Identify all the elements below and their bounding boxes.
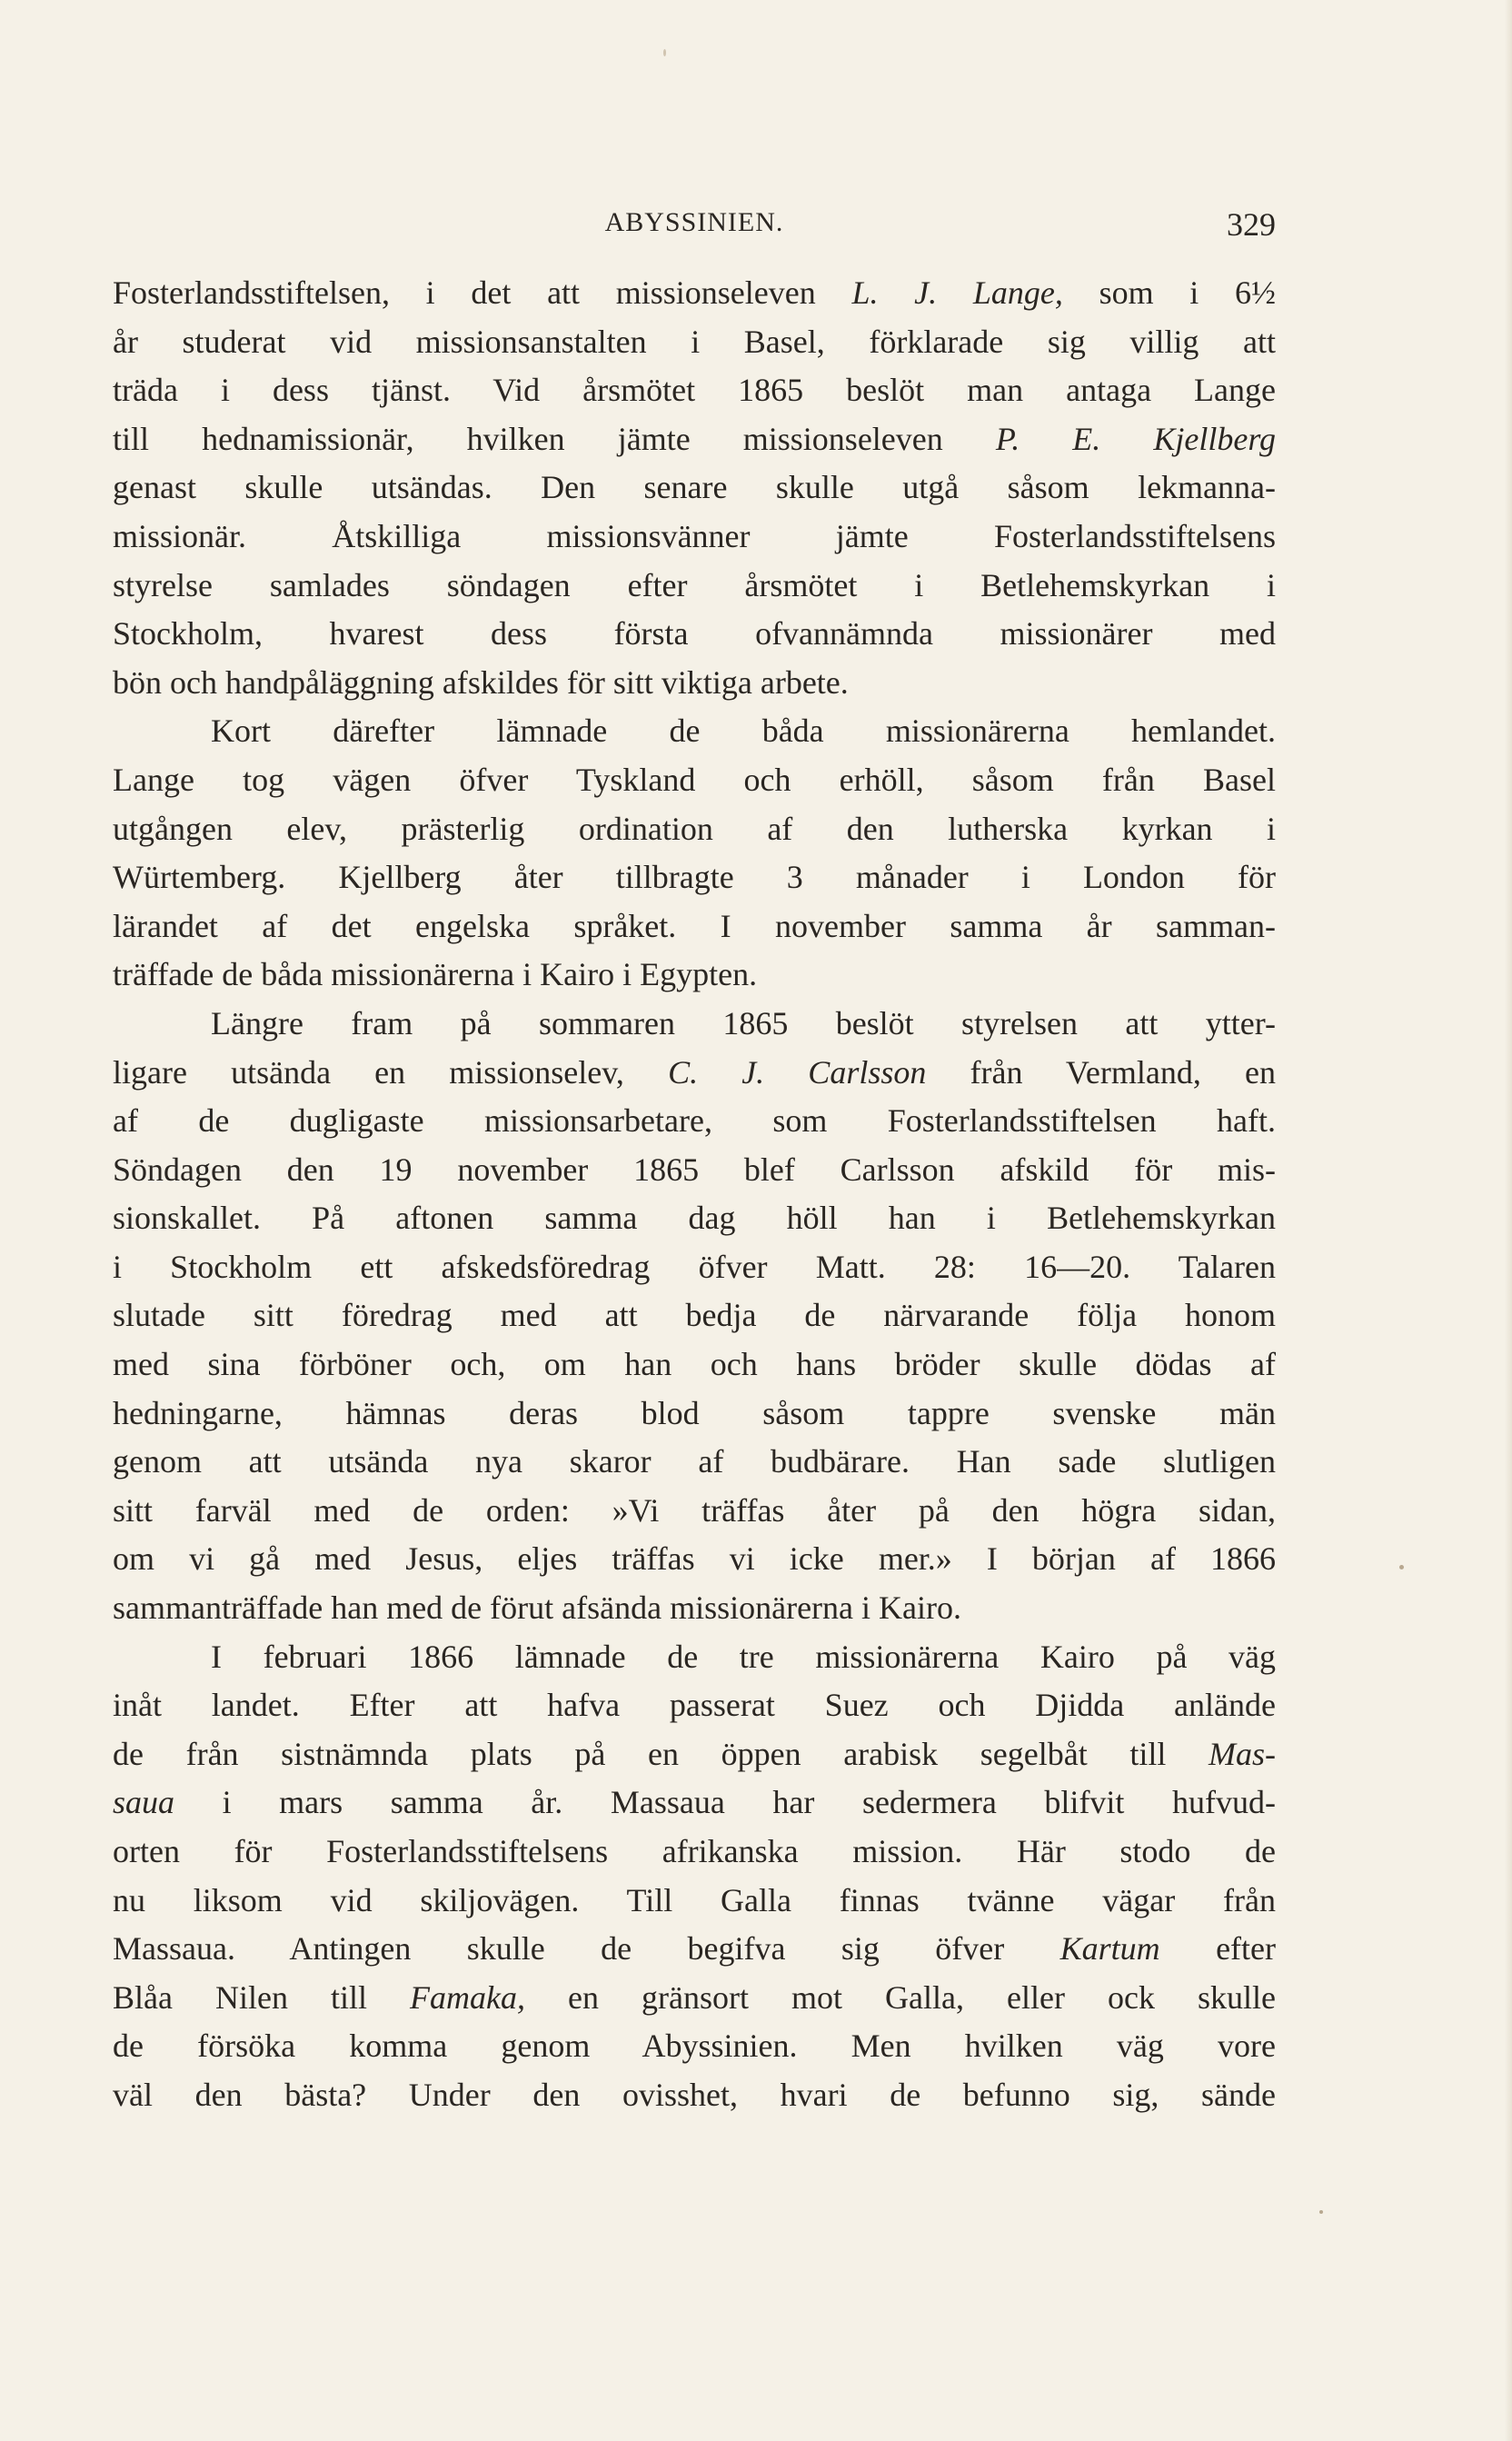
text-span: efter bbox=[1159, 1930, 1276, 1968]
text-span: sionskallet. På aftonen samma dag höll han i Betlehemskyrkan bbox=[113, 1200, 1276, 1237]
text-span: genast skulle utsändas. Den senare skulle utgå såsom lekmanna- bbox=[113, 469, 1276, 506]
italic-text-span: P. E. Kjellberg bbox=[995, 420, 1276, 457]
text-span: nu liksom vid skiljovägen. Till Galla finnas tvänne vägar från bbox=[113, 1881, 1276, 1918]
text-line bbox=[113, 1681, 1276, 1730]
italic-text-span: C. J. Carlsson bbox=[668, 1053, 927, 1091]
text-line bbox=[113, 951, 1276, 1000]
text-line bbox=[113, 318, 1276, 367]
text-span: de försöka komma genom Abyssinien. Men hvilken väg vore bbox=[113, 2028, 1276, 2065]
text-span: Würtemberg. Kjellberg åter tillbragte 3 månader i London för bbox=[113, 859, 1276, 896]
text-line bbox=[113, 1487, 1276, 1536]
text-line bbox=[113, 415, 1276, 464]
text-line bbox=[113, 2022, 1276, 2071]
text-span: de från sistnämnda plats på en öppen arabisk segelbåt till bbox=[113, 1735, 1209, 1772]
text-line bbox=[113, 1730, 1276, 1779]
text-line bbox=[113, 513, 1276, 562]
text-line bbox=[113, 1390, 1276, 1439]
text-span: Längre fram på sommaren 1865 beslöt styrelsen att ytter- bbox=[211, 1004, 1276, 1041]
page-number: 329 bbox=[1227, 206, 1276, 243]
text-line bbox=[113, 1340, 1276, 1390]
text-span: styrelse samlades söndagen efter årsmötet i Betlehemskyrkan i bbox=[113, 566, 1276, 603]
text-span: I februari 1866 lämnade de tre missionärerna Kairo på väg bbox=[211, 1638, 1276, 1675]
italic-text-span: Mas- bbox=[1209, 1735, 1276, 1772]
text-line bbox=[113, 707, 1276, 756]
text-span: en gränsort mot Galla, eller ock skulle bbox=[525, 1978, 1276, 2016]
text-line bbox=[113, 1535, 1276, 1584]
italic-text-span: Kartum bbox=[1059, 1930, 1160, 1968]
text-span: orten för Fosterlandsstiftelsens afrikanska mission. Här stodo de bbox=[113, 1833, 1276, 1869]
text-line bbox=[113, 1877, 1276, 1926]
text-span: hedningarne, hämnas deras blod såsom tappre svenske män bbox=[113, 1394, 1276, 1431]
text-span: inåt landet. Efter att hafva passerat Suez och Djidda anlände bbox=[113, 1687, 1276, 1724]
text-line bbox=[113, 1194, 1276, 1243]
text-line bbox=[113, 1925, 1276, 1974]
text-line bbox=[113, 610, 1276, 659]
text-span: Kort därefter lämnade de båda missionärerna hemlandet. bbox=[211, 712, 1276, 750]
text-span: med sina förböner och, om han och hans bröder skulle dödas af bbox=[113, 1346, 1276, 1383]
text-line bbox=[113, 1828, 1276, 1877]
page-edge-shadow bbox=[1505, 0, 1512, 2441]
text-line bbox=[113, 805, 1276, 854]
italic-text-span: saua bbox=[113, 1784, 175, 1821]
text-line bbox=[113, 463, 1276, 513]
italic-text-span: L. J. Lange, bbox=[851, 274, 1063, 311]
text-span: utgången elev, prästerlig ordination af den lutherska kyrkan i bbox=[113, 810, 1276, 847]
text-line bbox=[113, 1584, 1276, 1633]
text-line bbox=[113, 562, 1276, 611]
text-span: Lange tog vägen öfver Tyskland och erhöll, såsom från Basel bbox=[113, 761, 1276, 798]
text-span: träffade de båda missionärerna i Kairo i Egypten. bbox=[113, 956, 758, 993]
text-span: Massaua. Antingen skulle de begifva sig öfver bbox=[113, 1930, 1060, 1968]
text-line bbox=[113, 756, 1276, 805]
text-line bbox=[113, 1974, 1276, 2023]
text-span: bön och handpåläggning afskildes för sitt viktiga arbete. bbox=[113, 663, 849, 701]
text-line bbox=[113, 659, 1276, 708]
text-line bbox=[113, 366, 1276, 415]
text-line bbox=[113, 1291, 1276, 1340]
text-span: Fosterlandsstiftelsen, i det att missionseleven bbox=[113, 274, 852, 311]
text-line bbox=[113, 1243, 1276, 1292]
text-line bbox=[113, 853, 1276, 902]
text-line bbox=[113, 1146, 1276, 1195]
text-span: i Stockholm ett afskedsföredrag öfver Matt. 28: 16—20. Talaren bbox=[113, 1248, 1276, 1285]
text-line bbox=[113, 1049, 1276, 1098]
text-span: af de dugligaste missionsarbetare, som Fosterlandsstiftelsen haft. bbox=[113, 1102, 1276, 1140]
text-span: träda i dess tjänst. Vid årsmötet 1865 beslöt man antaga Lange bbox=[113, 372, 1276, 409]
text-line bbox=[113, 1000, 1276, 1049]
page-header bbox=[113, 207, 1276, 253]
running-head: ABYSSINIEN. bbox=[604, 207, 784, 237]
paper-speck bbox=[663, 49, 666, 56]
text-span: genom att utsända nya skaror af budbärare. Han sade slutligen bbox=[113, 1443, 1276, 1480]
body-text bbox=[113, 269, 1276, 2120]
text-span: väl den bästa? Under den ovisshet, hvari de befunno sig, sände bbox=[113, 2076, 1276, 2113]
text-span: Stockholm, hvarest dess första ofvannämnda missionärer med bbox=[113, 615, 1276, 653]
paper-speck bbox=[1319, 2210, 1323, 2214]
text-span: i mars samma år. Massaua har sedermera blifvit hufvud- bbox=[174, 1784, 1276, 1821]
text-line bbox=[113, 269, 1276, 318]
text-line bbox=[113, 902, 1276, 951]
text-span: Blåa Nilen till bbox=[113, 1978, 411, 2016]
text-line bbox=[113, 1438, 1276, 1487]
text-span: slutade sitt föredrag med att bedja de närvarande följa honom bbox=[113, 1297, 1276, 1334]
text-line bbox=[113, 1097, 1276, 1146]
text-span: sitt farväl med de orden: »Vi träffas åter på den högra sidan, bbox=[113, 1491, 1276, 1529]
italic-text-span: Famaka, bbox=[410, 1978, 525, 2016]
text-line bbox=[113, 1778, 1276, 1828]
text-span: lärandet af det engelska språket. I november samma år samman- bbox=[113, 907, 1276, 944]
text-span: om vi gå med Jesus, eljes träffas vi icke mer.» I början af 1866 bbox=[113, 1540, 1276, 1578]
text-span: år studerat vid missionsanstalten i Basel, förklarade sig villig att bbox=[113, 323, 1276, 360]
text-line bbox=[113, 2071, 1276, 2120]
paper-speck bbox=[1399, 1565, 1404, 1569]
text-span: som i 6½ bbox=[1062, 274, 1276, 311]
text-span: missionär. Åtskilliga missionsvänner jämte Fosterlandsstiftelsens bbox=[113, 517, 1276, 554]
text-span: sammanträffade han med de förut afsända missionärerna i Kairo. bbox=[113, 1589, 961, 1627]
text-line bbox=[113, 1633, 1276, 1682]
text-span: från Vermland, en bbox=[926, 1053, 1276, 1091]
text-span: Söndagen den 19 november 1865 blef Carlsson afskild för mis- bbox=[113, 1151, 1276, 1188]
text-span: ligare utsända en missionselev, bbox=[113, 1053, 669, 1091]
text-span: till hednamissionär, hvilken jämte missionseleven bbox=[113, 420, 996, 457]
